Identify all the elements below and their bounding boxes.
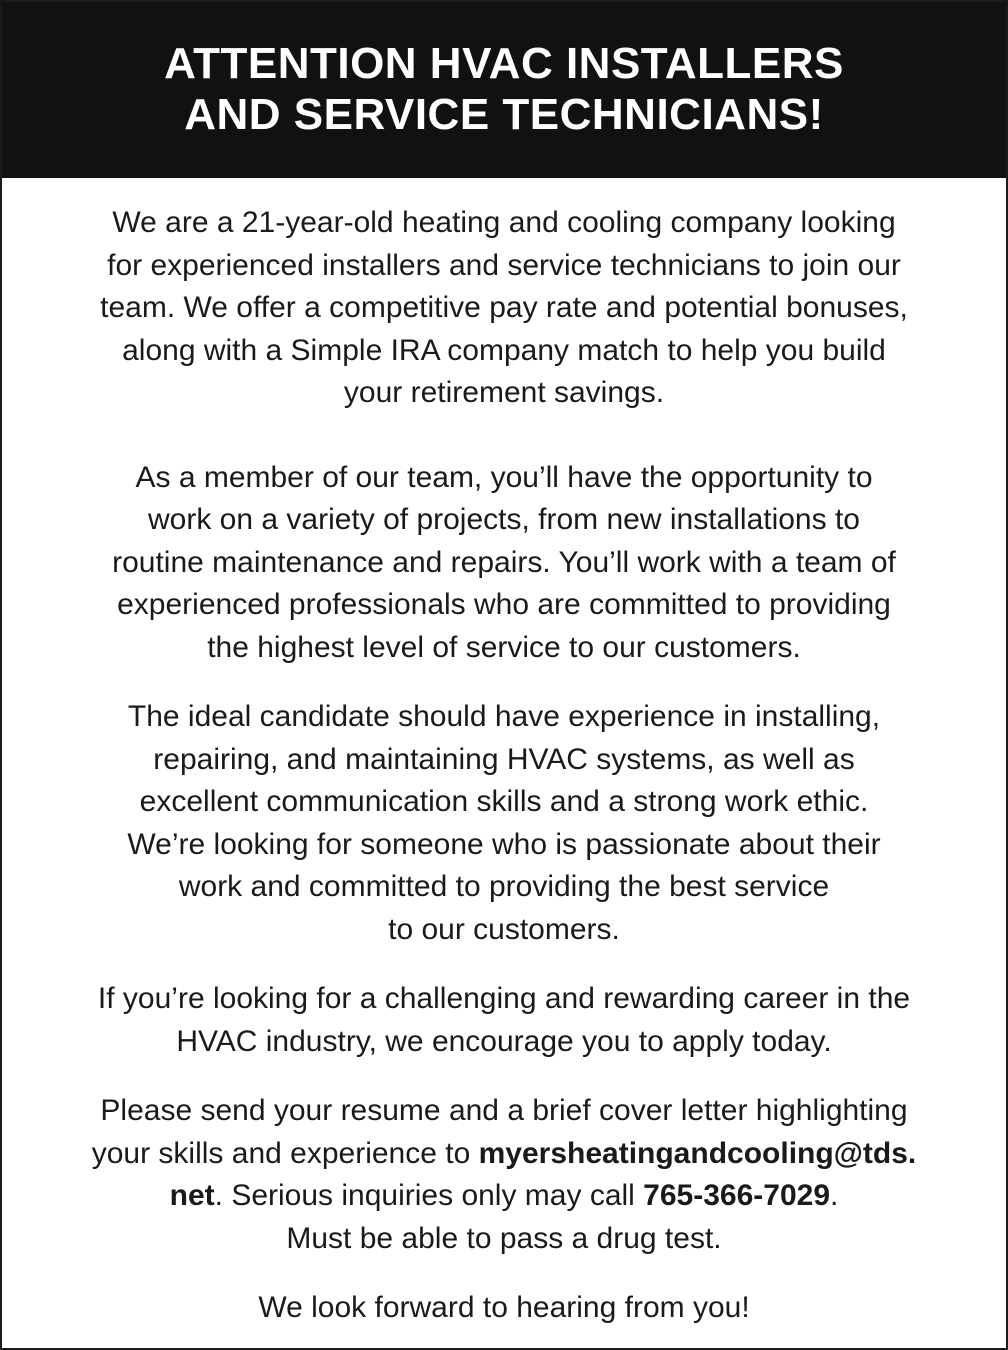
intro-line: for experienced installers and service technicians to join our [107,248,901,282]
ad-body [2,178,1006,1330]
career-paragraph [14,978,994,1063]
opportunity-line: As a member of our team, you’ll have the opportunity to [135,460,873,494]
apply-paragraph [14,1090,994,1260]
email-address-part-2: net [169,1179,215,1212]
opportunity-paragraph [14,457,994,670]
candidate-line: We’re looking for someone who is passionate about their [127,827,881,861]
candidate-line: The ideal candidate should have experience in installing, [127,700,881,733]
apply-line: Please send your resume and a brief cover letter highlighting [100,1094,908,1127]
apply-text: your skills and experience to [91,1136,479,1170]
headline-line-2: AND SERVICE TECHNICIANS! [184,90,824,139]
intro-line: team. We offer a competitive pay rate and potential bonuses, [100,291,908,324]
opportunity-line: the highest level of service to our customers. [207,630,801,664]
closing-line: We look forward to hearing from you! [258,1291,750,1324]
opportunity-line: routine maintenance and repairs. You’ll work with a team of [112,545,896,579]
headline-line-1: ATTENTION HVAC INSTALLERS [164,39,844,88]
email-address-part-1: myersheatingandcooling@tds. [478,1136,917,1170]
apply-line [14,1175,994,1218]
phone-number: 765-366-7029 [643,1179,830,1212]
intro-line: We are a 21-year-old heating and cooling company looking [112,206,896,239]
apply-line [14,1133,994,1176]
candidate-paragraph [14,696,994,951]
apply-text: . Serious inquiries only may call [214,1179,644,1212]
apply-text: . [830,1179,839,1212]
candidate-line: work and committed to providing the best service [178,870,830,903]
opportunity-line: work on a variety of projects, from new installations to [148,503,860,536]
intro-paragraph [14,178,994,415]
intro-line: your retirement savings. [343,376,665,409]
career-line: If you’re looking for a challenging and rewarding career in the [97,982,911,1015]
candidate-line: excellent communication skills and a strong work ethic. [139,785,869,818]
apply-line: Must be able to pass a drug test. [286,1221,722,1255]
candidate-line: repairing, and maintaining HVAC systems, as well as [153,742,855,776]
candidate-line: to our customers. [388,912,620,946]
intro-line: along with a Simple IRA company match to help you build [122,333,886,367]
opportunity-line: experienced professionals who are committed to providing [117,588,891,621]
closing-paragraph [14,1287,994,1330]
header-banner [2,2,1006,178]
career-line: HVAC industry, we encourage you to apply today. [176,1024,832,1058]
